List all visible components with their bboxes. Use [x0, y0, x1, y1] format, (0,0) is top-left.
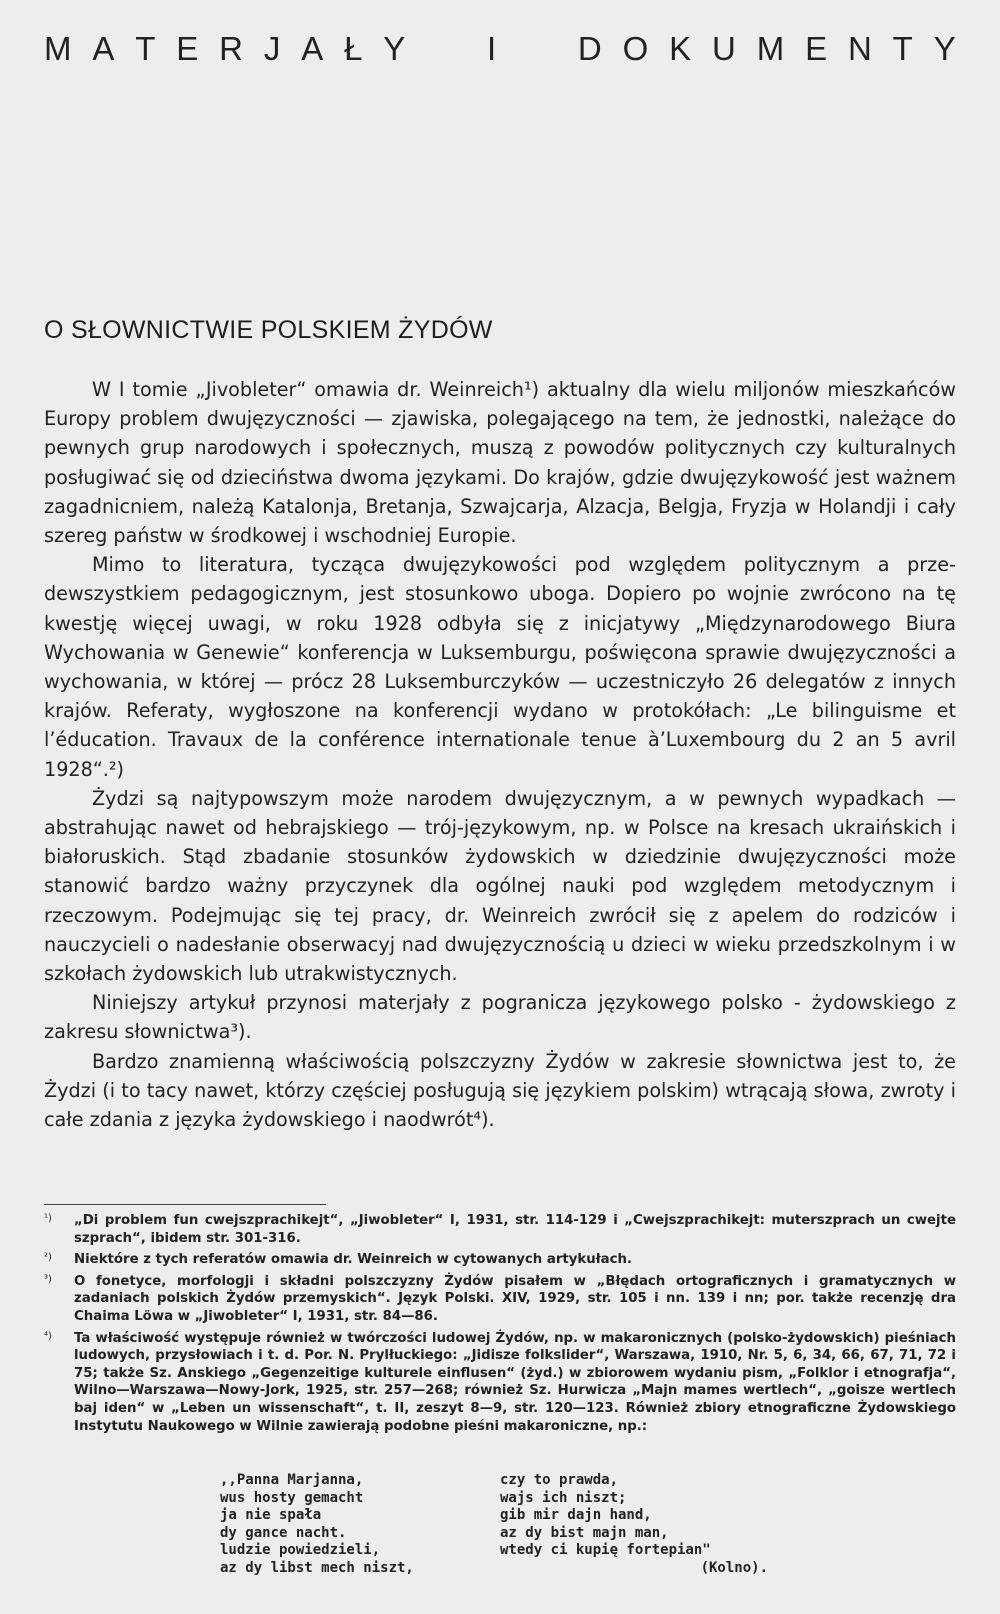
footnote-mark: ³) — [44, 1273, 52, 1285]
series-title-letter: O — [622, 30, 649, 67]
footnote-mark: ¹) — [44, 1213, 52, 1224]
series-title-letter: D — [577, 30, 602, 67]
poem-line: ,,Panna Marjanna, — [220, 1472, 364, 1488]
paragraph: Niniejszy artykuł przynosi materjały z pogranicza językowego polsko - żydowskiego z zakresu słownictwa³). — [44, 991, 956, 1044]
paragraph: Mimo to literatura, tycząca dwujęzykowości pod względem politycznym a przedewszystkiem pedagogicznym, jest stosunkowo uboga. Dopiero po wojnie zwrócono na tę kwestję więcej uwagi, w roku 1928 odbyła się z inicjatywy „Międzynarodowego Biura Wychowania w Genewie“ konferencja w Luksemburgu, poświęcona sprawie dwujęzyczności a wychowania, w której — prócz 28 Luksemburczyków — uczestniczyło 26 delegatów z innych krajów. Referaty, wygłoszone na konferencji wydano w protokółach: „Le bilinguisme et l’éducation. Travaux de la conférence internationale tenue à’Luxembourg du 2 an 5 avril 1928“.²) — [44, 553, 956, 781]
footnote-text: „Di problem fun cwejszprachikejt“, „Jiwobleter“ I, 1931, str. 114-129 i „Cwejszprachikejt: muterszprach un cwejte szprach“, ibidem str. 301-316. — [74, 1213, 956, 1246]
poem-quote — [220, 1472, 780, 1577]
series-title-letter: I — [487, 30, 497, 67]
series-title-letter: N — [847, 30, 872, 67]
series-title-letter: R — [219, 30, 243, 67]
series-title-letter: Ł — [344, 30, 363, 67]
series-title-letter: K — [669, 30, 692, 67]
footnote — [44, 1212, 956, 1247]
footnote-mark: ⁴) — [44, 1330, 52, 1342]
series-title-letter: A — [301, 30, 324, 67]
poem-line: ludzie powiedzieli, — [220, 1542, 381, 1558]
footnote-text: Ta właściwość występuje również w twórczości ludowej Żydów, np. w makaronicznych (polsko-żydowskich) pieśniach ludowych, przysłowiach i t. d. Por. N. Prylłuckiego: „Jidisze folkslider“, Warszawa, 1910, Nr. 5, 6, 34, 66, 67, 71, 72 i 75; także Sz. Anskiego „Gegenzeitige kulturele einflusen“ (żyd.) w zbiorowem wydaniu pism, „Folklor i etnografja“, Wilno—Warszawa—Nowy-Jork, 1925, str. 257—268; również Sz. Hurwicza „Majn mames wertlech“, „goisze wertlech baj iden“ w „Leben un wissenschaft“, t. II, zeszyt 8—9, str. 120—123. Również zbiory etnograficzne Żydowskiego Instytutu Naukowego w Wilnie zawierają podobne pieśni makaroniczne, np.: — [74, 1330, 956, 1434]
series-title-letter: J — [263, 30, 281, 67]
poem-line: az dy libst mech niszt, — [220, 1559, 414, 1576]
series-title-letter: Y — [933, 30, 956, 67]
paragraph: W I tomie „Jivobleter“ omawia dr. Weinreich¹) aktualny dla wielu miljonów mieszkańców Europy problem dwujęzyczności — zjawiska, polegającego na tem, że jednostki, należące do pewnych grup narodowych i społecznych, muszą z powodów politycznych czy kulturalnych posługiwać się od dzieciństwa dwoma językami. Do krajów, gdzie dwujęzykowość jest ważnem zagadnicniem, należą Katalonja, Bretanja, Szwajcarja, Alzacja, Belgja, Fryzja w Holandji i cały szereg państw w środkowej i wschodniej Europie. — [44, 378, 956, 548]
poem-left-column — [220, 1472, 500, 1577]
series-title-letter: T — [135, 30, 156, 67]
poem-source: (Kolno). — [700, 1559, 768, 1576]
article-body — [44, 375, 956, 1134]
poem-line: wus hosty gemacht — [220, 1489, 364, 1506]
footnote — [44, 1330, 956, 1436]
series-title-letter: M — [44, 30, 72, 67]
footnote-separator — [44, 1204, 326, 1205]
footnote — [44, 1273, 956, 1326]
series-title-letter: T — [892, 30, 913, 67]
poem-line: gib mir dajn hand, — [500, 1507, 652, 1523]
poem-line: dy gance nacht. — [220, 1524, 347, 1541]
footnote-text: Niektóre z tych referatów omawia dr. Weinreich w cytowanych artykułach. — [74, 1252, 633, 1268]
footnotes — [44, 1212, 956, 1439]
series-title-letter: U — [712, 30, 736, 67]
poem-line: ja nie spała — [220, 1507, 322, 1523]
series-title-letter: E — [805, 30, 828, 67]
series-title-space — [517, 30, 557, 68]
footnote-text: O fonetyce, morfologji i składni polszczyzny Żydów pisałem w „Błędach ortograficznych i gramatycznych w zadaniach polskich Żydów przemyskich“. Język Polski. XIV, 1929, str. 105 i nn. 139 i nn; por. także recenzję dra Chaima Löwa w „Jiwobleter“ I, 1931, str. 84—86. — [74, 1273, 956, 1324]
article-title: O SŁOWNICTWIE POLSKIEM ŻYDÓW — [44, 316, 493, 344]
poem-line: wtedy ci kupię fortepian" — [500, 1542, 711, 1558]
series-title — [44, 30, 956, 68]
poem-right-column — [500, 1472, 780, 1577]
footnote-mark: ²) — [44, 1252, 52, 1264]
series-title-space — [426, 30, 466, 68]
poem-line: czy to prawda, — [500, 1472, 619, 1488]
poem-line: wajs ich niszt; — [500, 1489, 627, 1506]
series-title-letter: M — [756, 30, 785, 67]
paragraph: Bardzo znamienną właściwością polszczyzny Żydów w zakresie słownictwa jest to, że Żydzi (i to tacy nawet, którzy częściej posługują się językiem polskim) wtrącają słowa, zwroty i całe zdania z języka żydowskiego i naodwrót⁴). — [44, 1049, 956, 1132]
series-title-letter: A — [92, 30, 115, 67]
poem-line: az dy bist majn man, — [500, 1524, 669, 1541]
paragraph: Żydzi są najtypowszym może narodem dwujęzycznym, a w pewnych wypadkach — abstrahując nawet od hebrajskiego — trój-językowym, np. w Polsce na kresach ukraińskich i białoruskich. Stąd zbadanie stosunków żydowskich w dziedzinie dwujęzyczności może stanowić bardzo ważny przyczynek dla ogólnej nauki pod względem metodycznym i rzeczowym. Podejmując się tej pracy, dr. Weinreich zwrócił się z apelem do rodziców i nauczycieli o nadesłanie obserwacyj nad dwujęzycznością u dzieci w wieku przedszkolnym i w szkołach żydowskich lub utrakwistycznych. — [44, 786, 956, 986]
series-title-letter: Y — [383, 30, 406, 67]
series-title-letter: E — [176, 30, 199, 67]
footnote — [44, 1251, 956, 1269]
